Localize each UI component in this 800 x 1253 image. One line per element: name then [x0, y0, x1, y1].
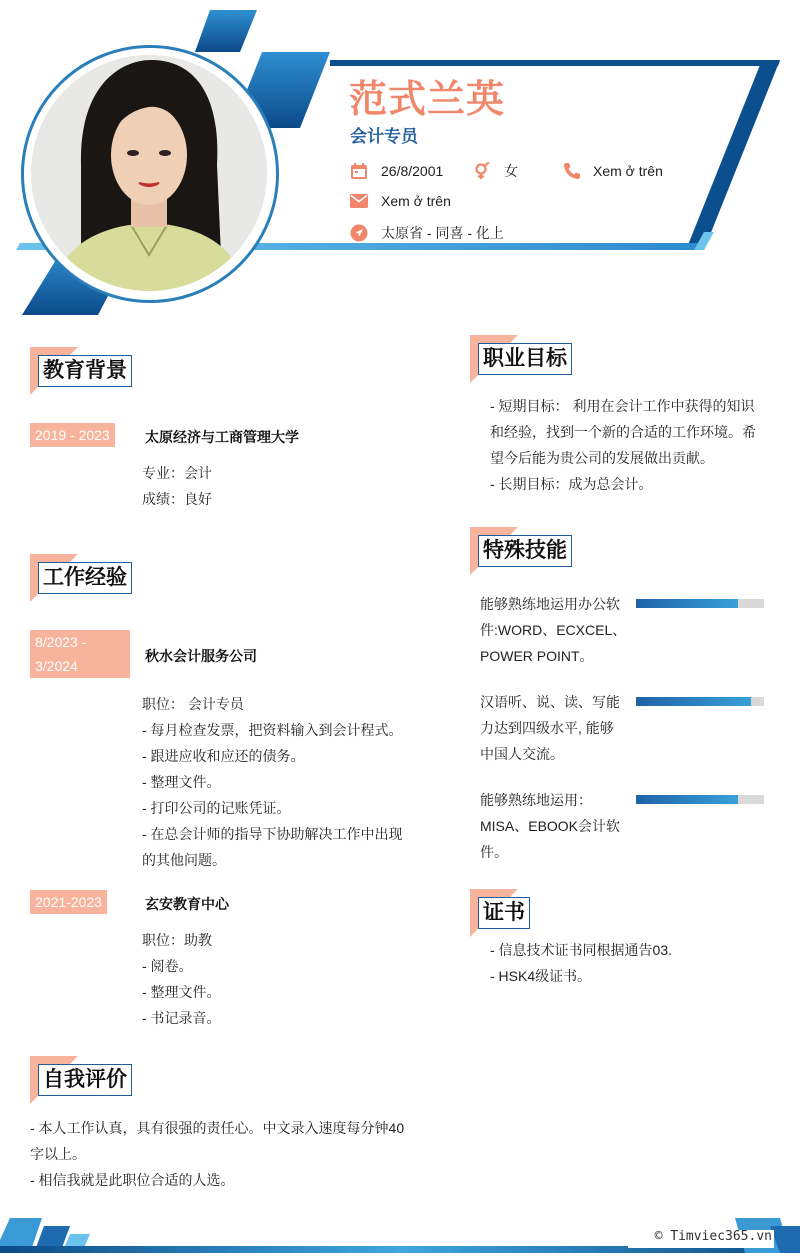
education-title: 教育背景: [38, 355, 132, 387]
objective-line: 和经验，找到一个新的合适的工作环境。希: [490, 424, 756, 440]
objective-line: - 短期目标： 利用在会计工作中获得的知识: [490, 398, 755, 414]
address-row: [349, 223, 504, 243]
job-1-line: - 每月检查发票，把资料输入到会计程式。: [142, 722, 403, 738]
self-eval-line: - 相信我就是此职位合适的人选。: [30, 1172, 235, 1188]
skill-3-fill: [636, 795, 738, 804]
avatar: [31, 55, 267, 291]
objective-line: 望今后能为贵公司的发展做出贡献。: [490, 450, 714, 466]
watermark: © Timviec365.vn: [654, 1229, 772, 1244]
skill-1-bar: [636, 599, 764, 608]
phone-icon: [562, 161, 582, 181]
job-1-line: - 在总会计师的指导下协助解决工作中出现: [142, 826, 403, 842]
education-grade: 成绩：良好: [142, 491, 212, 507]
job-2-line: - 整理文件。: [142, 984, 221, 1000]
skill-1-line: POWER POINT。: [480, 648, 594, 664]
certificates-title: 证书: [478, 897, 530, 929]
job-1-period: 8/2023 - 3/2024: [30, 630, 130, 678]
objective-line: - 长期目标：成为总会计。: [490, 476, 653, 492]
objective-title: 职业目标: [478, 343, 572, 375]
education-period: 2019 - 2023: [30, 423, 115, 447]
job-2-line: 职位：助教: [142, 932, 212, 948]
job-1-line: - 整理文件。: [142, 774, 221, 790]
job-1-line: 的其他问题。: [142, 852, 226, 868]
job-2-period: 2021-2023: [30, 890, 107, 914]
location-icon: [349, 223, 369, 243]
calendar-icon: [349, 161, 369, 181]
skill-3-line: 件。: [480, 844, 508, 860]
phone-row: [562, 161, 663, 181]
portrait-photo: [31, 55, 267, 291]
candidate-role: 会计专员: [350, 127, 418, 146]
skill-1-label: [480, 591, 630, 669]
phone-value: Xem ở trên: [593, 163, 663, 179]
skill-1-fill: [636, 599, 738, 608]
job-2-line: - 阅卷。: [142, 958, 193, 974]
self-eval-title: 自我评价: [38, 1064, 132, 1096]
job-1-company: 秋水会计服务公司: [145, 648, 257, 664]
skill-2-line: 力达到四级水平, 能够: [480, 720, 614, 736]
birthday-row: [349, 161, 443, 181]
job-2-line: - 书记录音。: [142, 1010, 221, 1026]
email-value: Xem ở trên: [381, 193, 451, 209]
education-major: 专业：会计: [142, 465, 212, 481]
candidate-name: 范式兰英: [349, 79, 506, 121]
education-school: 太原经济与工商管理大学: [145, 429, 299, 445]
job-1-line: - 打印公司的记账凭证。: [142, 800, 291, 816]
skill-2-line: 汉语听、说、读、写能: [480, 694, 620, 710]
job-1-line: 职位： 会计专员: [142, 696, 244, 712]
certificate-line: - 信息技术证书同根据通告03.: [490, 942, 673, 958]
certificate-line: - HSK4级证书。: [490, 968, 592, 984]
skill-1-line: 件:WORD、ECXCEL、: [480, 622, 627, 638]
skills-title: 特殊技能: [478, 535, 572, 567]
email-row: [349, 191, 451, 211]
work-title: 工作经验: [38, 562, 132, 594]
address-value: 太原省 - 同喜 - 化上: [381, 225, 504, 241]
skill-2-fill: [636, 697, 751, 706]
skill-3-line: MISA、EBOOK会计软: [480, 818, 621, 834]
skill-3-line: 能够熟练地运用：: [480, 792, 592, 808]
job-1-line: - 跟进应收和应还的债务。: [142, 748, 305, 764]
gender-row: [472, 161, 518, 181]
job-2-company: 玄安教育中心: [145, 896, 229, 912]
self-eval-line: - 本人工作认真，具有很强的责任心。中文录入速度每分钟40: [30, 1120, 405, 1136]
self-eval-line: 字以上。: [30, 1146, 86, 1162]
skill-2-line: 中国人交流。: [480, 746, 564, 762]
skill-1-line: 能够熟练地运用办公软: [480, 596, 620, 612]
skill-2-bar: [636, 697, 764, 706]
skill-3-label: [480, 787, 630, 865]
envelope-icon: [349, 191, 369, 211]
gender-value: 女: [504, 163, 518, 179]
skill-3-bar: [636, 795, 764, 804]
birthday-value: 26/8/2001: [381, 163, 444, 179]
gender-icon: [472, 161, 492, 181]
skill-2-label: [480, 689, 630, 767]
